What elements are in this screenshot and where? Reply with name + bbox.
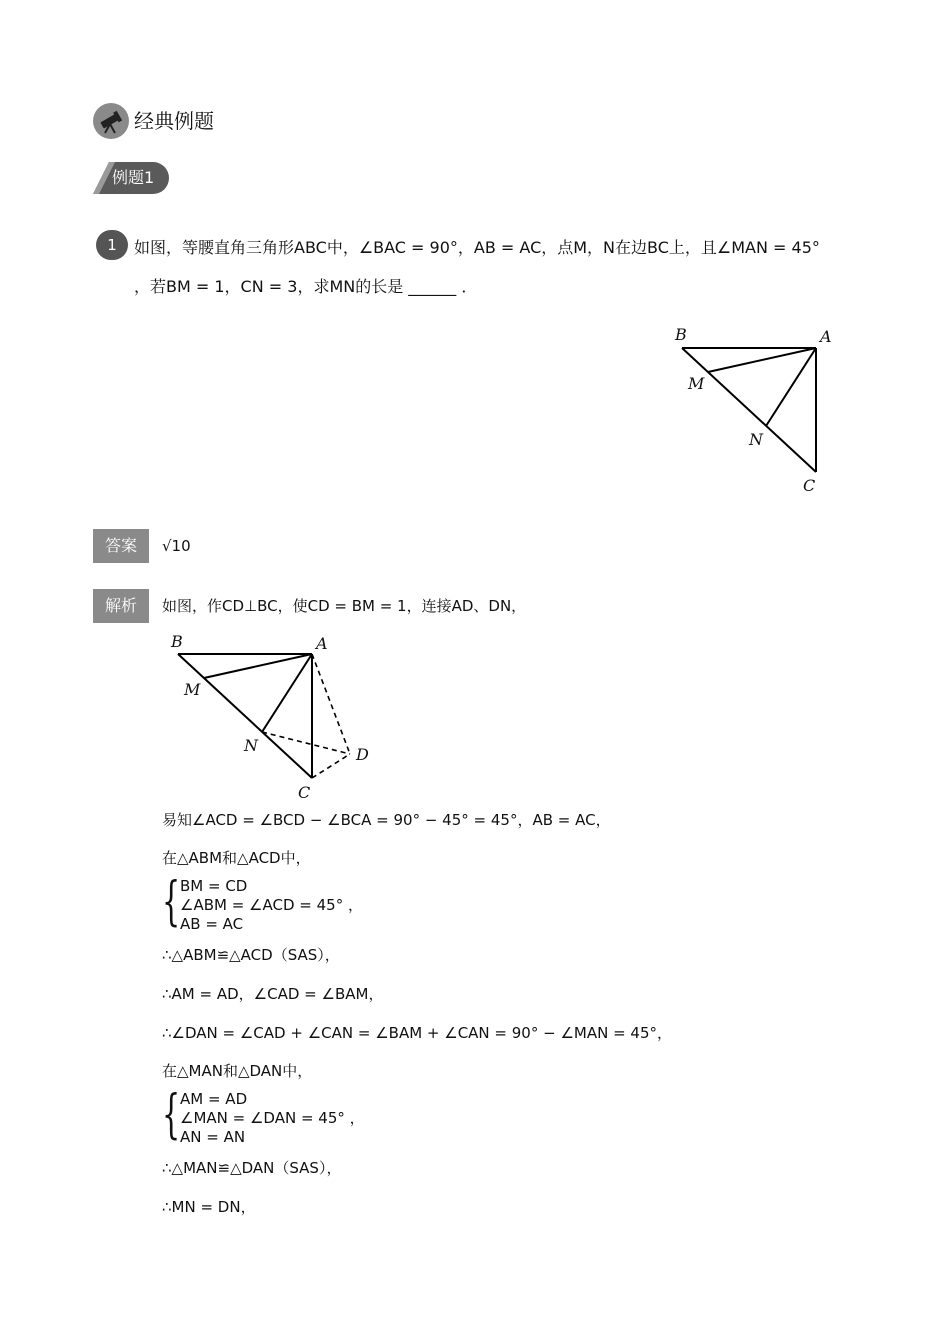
segment-bc bbox=[178, 654, 312, 778]
segment-bc bbox=[682, 348, 816, 472]
step-1: 易知∠ACD = ∠BCD − ∠BCA = 90° − 45° = 45°，AB = AC， bbox=[162, 811, 611, 829]
system-1-brace: { bbox=[162, 872, 181, 932]
system-1-eq-2: ∠ABM = ∠ACD = 45° ， bbox=[180, 896, 363, 914]
label-a: A bbox=[820, 327, 832, 346]
system-2-eq-3: AN = AN bbox=[180, 1128, 246, 1146]
segment-am bbox=[204, 654, 312, 678]
figure-2 bbox=[160, 628, 390, 804]
label-m: M bbox=[184, 680, 201, 699]
example-label: 例题1 bbox=[112, 168, 155, 187]
step-4: ∴AM = AD，∠CAD = ∠BAM， bbox=[162, 985, 384, 1003]
segment-an bbox=[262, 654, 312, 732]
step-7: ∴△MAN≌△DAN（SAS）， bbox=[162, 1159, 342, 1177]
label-n: N bbox=[244, 736, 258, 755]
system-2-eq-2: ∠MAN = ∠DAN = 45° ， bbox=[180, 1109, 365, 1127]
segment-ad bbox=[312, 654, 350, 754]
telescope-icon bbox=[93, 103, 129, 139]
label-n: N bbox=[749, 430, 763, 449]
segment-an bbox=[766, 348, 816, 426]
section-icon-badge bbox=[93, 103, 129, 139]
question-number: 1 bbox=[96, 230, 128, 260]
step-6: 在△MAN和△DAN中， bbox=[162, 1062, 313, 1080]
step-5: ∴∠DAN = ∠CAD + ∠CAN = ∠BAM + ∠CAN = 90° − ∠MAN = 45°， bbox=[162, 1024, 673, 1042]
segment-am bbox=[708, 348, 816, 372]
label-b: B bbox=[171, 632, 183, 651]
label-a: A bbox=[316, 634, 328, 653]
system-1-eq-1: BM = CD bbox=[180, 877, 248, 895]
step-3: ∴△ABM≌△ACD（SAS）， bbox=[162, 946, 340, 964]
figure-1 bbox=[660, 320, 850, 505]
label-c: C bbox=[298, 783, 311, 802]
segment-cd bbox=[312, 754, 350, 778]
question-line-1: 如图，等腰直角三角形ABC中，∠BAC = 90°，AB = AC，点M，N在边BC上，且∠MAN = 45° bbox=[134, 238, 820, 257]
label-c: C bbox=[803, 476, 816, 495]
label-d: D bbox=[356, 745, 369, 764]
section-title: 经典例题 bbox=[134, 109, 214, 133]
label-m: M bbox=[688, 374, 705, 393]
answer-value: √10 bbox=[162, 537, 191, 555]
system-1-eq-3: AB = AC bbox=[180, 915, 244, 933]
question-line-2: ，若BM = 1，CN = 3，求MN的长是 ______ ． bbox=[134, 277, 478, 296]
label-b: B bbox=[675, 325, 687, 344]
step-2: 在△ABM和△ACD中， bbox=[162, 849, 311, 867]
step-8: ∴MN = DN， bbox=[162, 1198, 256, 1216]
answer-tag: 答案 bbox=[93, 529, 149, 563]
analysis-intro: 如图，作CD⊥BC，使CD = BM = 1，连接AD、DN， bbox=[162, 597, 527, 615]
system-2-eq-1: AM = AD bbox=[180, 1090, 248, 1108]
analysis-tag: 解析 bbox=[93, 589, 149, 623]
system-2-brace: { bbox=[162, 1085, 181, 1145]
